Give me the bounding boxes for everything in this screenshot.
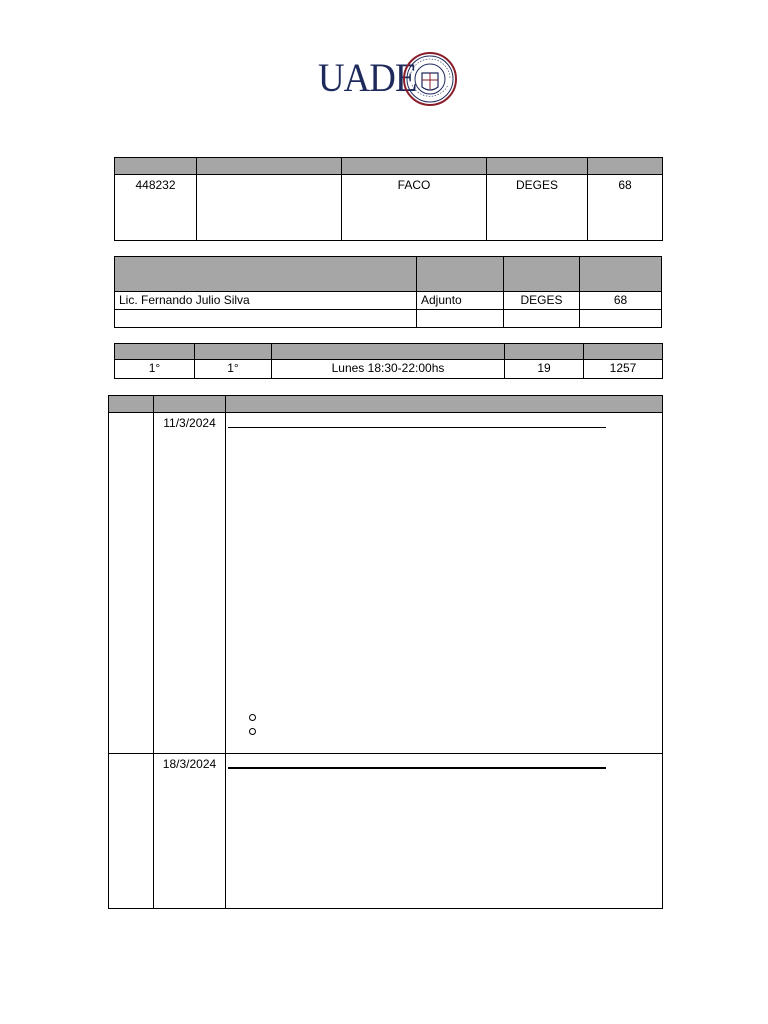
department-cell	[504, 310, 580, 328]
header-cell	[115, 344, 195, 360]
table-row	[109, 754, 663, 909]
header-cell	[580, 257, 662, 292]
content-underline	[228, 767, 606, 769]
header-cell	[109, 396, 154, 413]
class-number-cell	[109, 413, 154, 754]
role-cell	[417, 310, 504, 328]
class-date-cell: 11/3/2024	[154, 413, 226, 754]
header-cell	[487, 158, 588, 175]
header-cell	[197, 158, 342, 175]
table-row	[115, 310, 662, 328]
count-cell: 19	[505, 360, 584, 379]
header-cell	[195, 344, 272, 360]
course-code-cell: 448232	[115, 175, 197, 241]
course-info-table	[114, 157, 663, 241]
course-name-cell	[197, 175, 342, 241]
department-cell: DEGES	[504, 292, 580, 310]
table-row	[115, 292, 662, 310]
uade-logo	[318, 48, 458, 108]
schedule-cell: Lunes 18:30-22:00hs	[272, 360, 505, 379]
logo-text: UADE	[318, 55, 417, 100]
class-content-cell	[226, 754, 663, 909]
header-cell	[584, 344, 663, 360]
header-cell	[505, 344, 584, 360]
header-cell	[272, 344, 505, 360]
number-cell: 68	[580, 292, 662, 310]
professor-name-cell	[115, 310, 417, 328]
class-schedule-table	[108, 395, 663, 909]
bullet-icon	[249, 714, 256, 721]
table-row	[109, 413, 663, 754]
number-cell: 68	[588, 175, 663, 241]
professor-name-cell: Lic. Fernando Julio Silva	[115, 292, 417, 310]
header-cell	[504, 257, 580, 292]
header-cell	[588, 158, 663, 175]
number-cell	[580, 310, 662, 328]
semester-cell: 1°	[195, 360, 272, 379]
content-underline	[228, 427, 606, 428]
table-row	[115, 360, 663, 379]
header-cell	[226, 396, 663, 413]
department-cell: DEGES	[487, 175, 588, 241]
schedule-info-table	[114, 343, 663, 379]
room-cell: 1257	[584, 360, 663, 379]
role-cell: Adjunto	[417, 292, 504, 310]
header-cell	[115, 257, 417, 292]
university-seal-icon	[402, 51, 458, 107]
header-cell	[115, 158, 197, 175]
faculty-cell: FACO	[342, 175, 487, 241]
professor-table	[114, 256, 662, 328]
class-content-cell	[226, 413, 663, 754]
header-cell	[342, 158, 487, 175]
class-date-cell: 18/3/2024	[154, 754, 226, 909]
header-cell	[417, 257, 504, 292]
table-row	[115, 175, 663, 241]
header-cell	[154, 396, 226, 413]
bullet-icon	[249, 728, 256, 735]
year-cell: 1°	[115, 360, 195, 379]
class-number-cell	[109, 754, 154, 909]
